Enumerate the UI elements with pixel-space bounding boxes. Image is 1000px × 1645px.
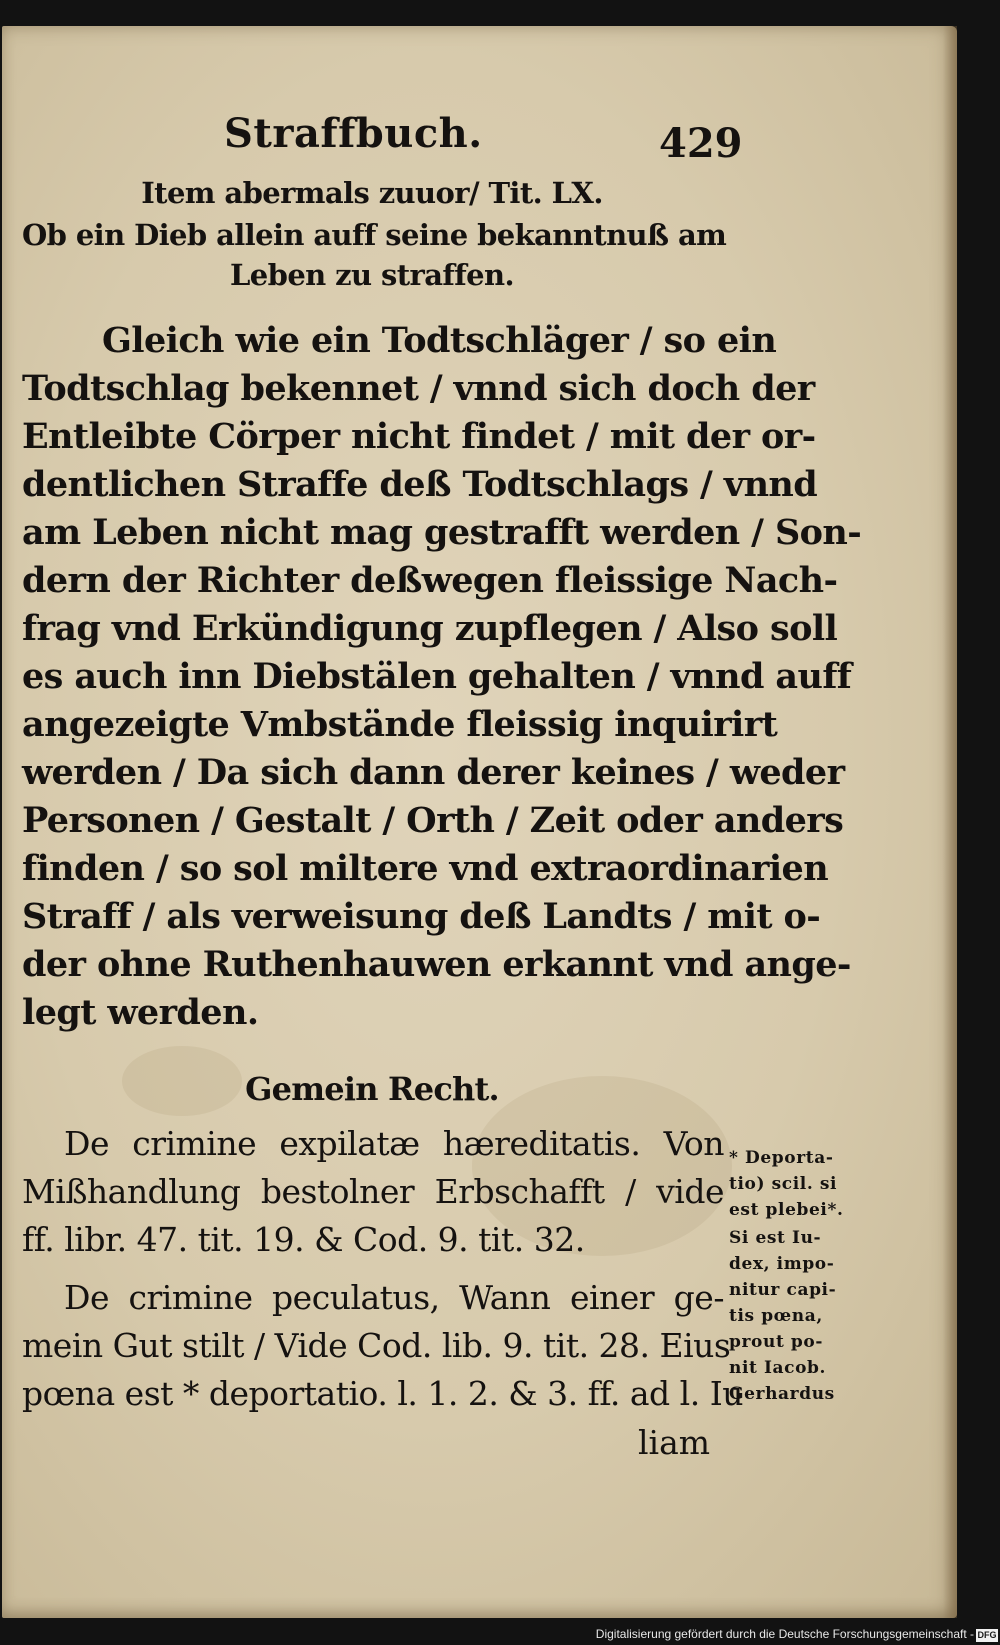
chapter-title-line: Ob ein Dieb allein auff seine bekanntnuß am bbox=[22, 218, 727, 252]
body-text-line: Todtschlag bekennet / vnnd sich doch der bbox=[22, 368, 815, 409]
dfg-logo: DFG bbox=[977, 1630, 997, 1640]
section-heading: Gemein Recht. bbox=[245, 1070, 499, 1108]
body-text-line: es auch inn Diebstälen gehalten / vnnd auff bbox=[22, 656, 852, 697]
chapter-title-line: Item abermals zuuor/ Tit. LX. bbox=[141, 176, 603, 210]
margin-note-line: tio) scil. si bbox=[729, 1174, 838, 1194]
law-reference-line: De crimine peculatus, Wann einer ge- bbox=[64, 1278, 724, 1317]
margin-note-line: est plebei*. bbox=[729, 1200, 844, 1220]
law-reference-line: ff. libr. 47. tit. 19. & Cod. 9. tit. 32. bbox=[22, 1220, 585, 1259]
digitization-credit: Digitalisierung gefördert durch die Deutsche Forschungsgemeinschaft - bbox=[595, 1627, 974, 1641]
body-text-line: der ohne Ruthenhauwen erkannt vnd ange- bbox=[22, 944, 851, 985]
body-text-line: finden / so sol miltere vnd extraordinarien bbox=[22, 848, 829, 889]
law-reference-line: pœna est * deportatio. l. 1. 2. & 3. ff. ad l. Iu bbox=[22, 1374, 743, 1413]
margin-note-line: Si est Iu- bbox=[729, 1228, 822, 1248]
body-text-line: werden / Da sich dann derer keines / weder bbox=[22, 752, 845, 793]
law-reference-line: mein Gut stilt / Vide Cod. lib. 9. tit. 28. Eius bbox=[22, 1326, 731, 1365]
body-text-line: am Leben nicht mag gestrafft werden / Son- bbox=[22, 512, 862, 553]
margin-note-line: prout po- bbox=[729, 1332, 823, 1352]
body-text-line: dern der Richter deßwegen fleissige Nach- bbox=[22, 560, 838, 601]
body-text-line: Straff / als verweisung deß Landts / mit o- bbox=[22, 896, 821, 937]
margin-note-line: nitur capi- bbox=[729, 1280, 837, 1300]
margin-note-line: nit Iacob. bbox=[729, 1358, 827, 1378]
margin-note-line: Gerhardus bbox=[729, 1384, 835, 1404]
body-text-line: dentlichen Straffe deß Todtschlags / vnnd bbox=[22, 464, 818, 505]
margin-note-line: dex, impo- bbox=[729, 1254, 835, 1274]
law-reference-line: De crimine expilatæ hæreditatis. Von bbox=[64, 1124, 724, 1163]
margin-note-line: * Deporta- bbox=[729, 1148, 834, 1168]
body-text-line: Personen / Gestalt / Orth / Zeit oder anders bbox=[22, 800, 844, 841]
law-reference-line: Mißhandlung bestolner Erbschafft / vide bbox=[22, 1172, 724, 1211]
page-edge-shadow bbox=[943, 26, 957, 1618]
book-page bbox=[2, 26, 957, 1618]
catchword: liam bbox=[638, 1423, 711, 1462]
margin-note-line: tis pœna, bbox=[729, 1306, 823, 1326]
running-title: Straffbuch. bbox=[224, 110, 483, 157]
chapter-title-line: Leben zu straffen. bbox=[230, 258, 514, 292]
body-text-line: legt werden. bbox=[22, 992, 259, 1033]
page-number: 429 bbox=[659, 120, 743, 167]
body-text-line: angezeigte Vmbstände fleissig inquirirt bbox=[22, 704, 778, 745]
body-text-line: Entleibte Cörper nicht findet / mit der or- bbox=[22, 416, 816, 457]
body-text-line: frag vnd Erkündigung zupflegen / Also soll bbox=[22, 608, 838, 649]
body-text-line: Gleich wie ein Todtschläger / so ein bbox=[102, 320, 777, 361]
